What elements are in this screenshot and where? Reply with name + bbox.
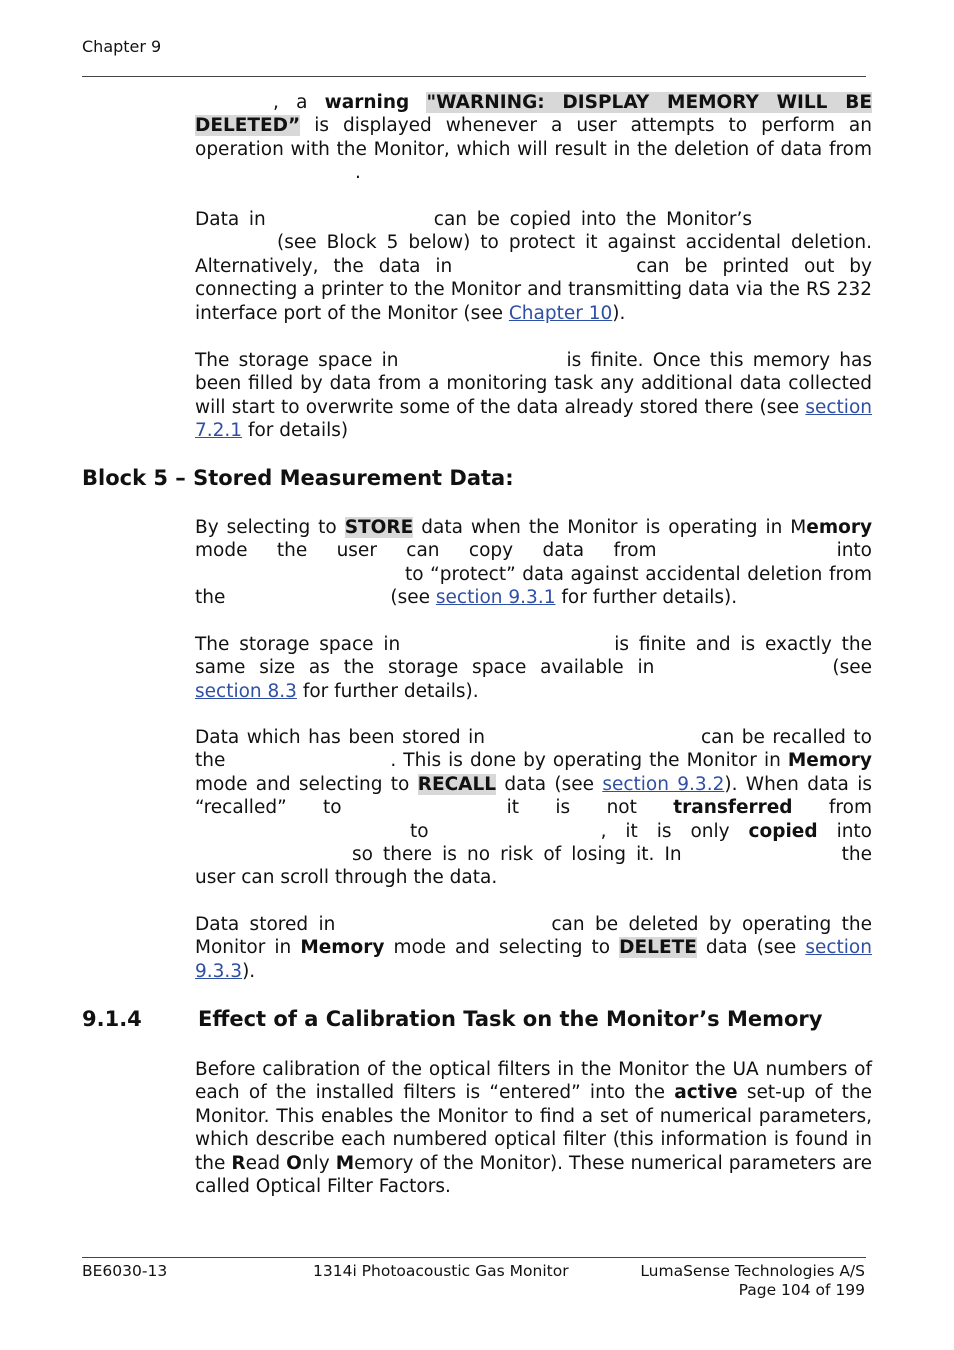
footer-product: 1314i Photoacoustic Gas Monitor bbox=[313, 1262, 569, 1280]
warning-message: "WARNING: DISPLAY MEMORY WILL BE DELETED” bbox=[195, 92, 872, 137]
link-chapter-10[interactable]: Chapter 10 bbox=[508, 302, 613, 324]
footer-rule bbox=[82, 1257, 866, 1258]
block-5-heading: Block 5 – Stored Measurement Data: bbox=[82, 466, 514, 490]
paragraph-delete: Data stored in can be deleted by operating the Monitor in Memory mode and selecting to DELETE data (see section 9.3.3). bbox=[195, 914, 872, 982]
header-rule bbox=[82, 76, 866, 77]
link-section-9-3-2[interactable]: section 9.3.2 bbox=[602, 773, 725, 795]
section-title: Effect of a Calibration Task on the Monitor’s Memory bbox=[198, 1007, 823, 1031]
link-section-9-3-3[interactable]: section 9.3.3 bbox=[195, 937, 872, 982]
section-number: 9.1.4 bbox=[82, 1007, 142, 1031]
header-chapter: Chapter 9 bbox=[82, 37, 162, 56]
footer-page-number: Page 104 of 199 bbox=[738, 1281, 865, 1299]
paragraph-store: By selecting to STORE data when the Monitor is operating in Memory mode the user can copy data from into to “protect” data against accidental deletion from the (see section 9.3.1 for further details). bbox=[195, 517, 872, 609]
footer-doc-number: BE6030-13 bbox=[82, 1262, 168, 1280]
paragraph-storage-size: The storage space in is finite and is exactly the same size as the storage space available in (see section 8.3 for further details). bbox=[195, 634, 873, 702]
paragraph-copy-data: Data in can be copied into the Monitor’s (see Block 5 below) to protect it against accidental deletion. Alternatively, the data in can be printed out by connecting a printer to the Monitor and transmitting data via the RS 232 interface port of the Monitor (see Chapter 10). bbox=[195, 209, 872, 324]
paragraph-warning: , a warning "WARNING: DISPLAY MEMORY WILL BE DELETED” is displayed whenever a user attempts to perform an operation with the Monitor, which will result in the deletion of data from. bbox=[195, 92, 872, 184]
link-section-8-3[interactable]: section 8.3 bbox=[195, 680, 297, 702]
footer-company: LumaSense Technologies A/S bbox=[640, 1262, 865, 1280]
paragraph-calibration: Before calibration of the optical filters in the Monitor the UA numbers of each of the installed filters is “entered” into the active set-up of the Monitor. This enables the Monitor to find a set of numerical parameters, which describe each numbered optical filter (this information is found in the Read Only Memory of the Monitor). These numerical parameters are called Optical Filter Factors. bbox=[195, 1059, 872, 1198]
footer-company-page bbox=[640, 1262, 865, 1300]
link-section-9-3-1[interactable]: section 9.3.1 bbox=[435, 587, 556, 609]
delete-keyword: DELETE bbox=[619, 937, 697, 959]
section-heading-9-1-4 bbox=[82, 1007, 822, 1031]
paragraph-storage-finite: The storage space in is finite. Once this memory has been filled by data from a monitoring task any additional data collected will start to overwrite some of the data already stored there (see section 7.2.1 for details) bbox=[195, 350, 872, 442]
paragraph-recall: Data which has been stored in can be recalled to the . This is done by operating the Monitor in Memory mode and selecting to RECALL data (see section 9.3.2). When data is “recalled” to it is not transferred from to , it is only copied into so there is no risk of losing it. In the user can scroll through the data. bbox=[195, 727, 872, 889]
store-keyword: STORE bbox=[344, 517, 414, 538]
link-section-7-2-1[interactable]: section 7.2.1 bbox=[195, 396, 872, 442]
recall-keyword: RECALL bbox=[417, 773, 497, 795]
